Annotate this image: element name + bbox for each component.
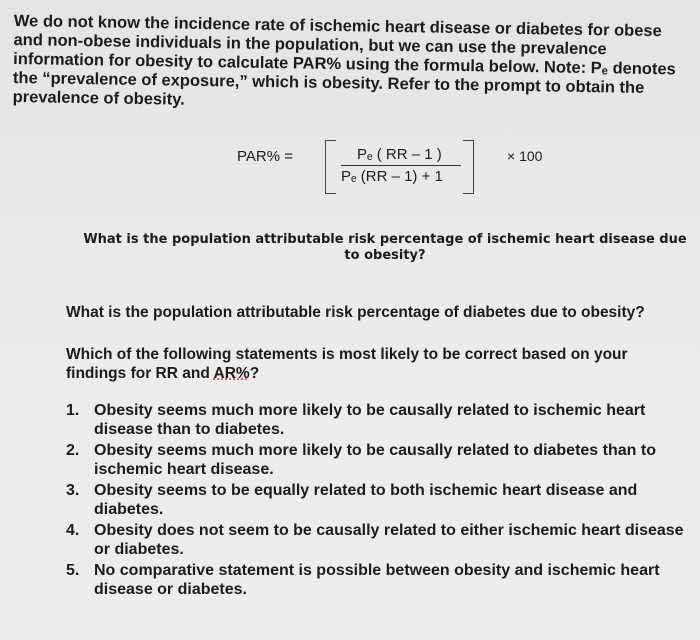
formula-right-bracket: [463, 140, 474, 194]
answer-option: [66, 441, 691, 479]
formula-left-bracket: [325, 140, 336, 194]
option-number: 5.: [66, 562, 80, 579]
answer-option: [66, 481, 691, 519]
ar-percent-term: AR%: [213, 365, 250, 382]
option-text: Obesity seems to be equally related to both ischemic heart disease and diabetes.: [94, 482, 638, 518]
answer-option: [66, 561, 691, 599]
option-number: 1.: [66, 402, 80, 419]
option-number: 3.: [66, 482, 80, 499]
option-text: Obesity seems much more likely to be causally related to diabetes than to ischemic heart disease.: [94, 442, 656, 478]
intro-paragraph: We do not know the incidence rate of ischemic heart disease or diabetes for obese and non-obese individuals in the population, but we can use the prevalence information for obesity to calculate PAR% using the formula below. Note: Pₑ denotes the “prevalence of exposure,” which is obesity. Refer to the prompt to obtain the prevalence of obesity.: [12, 12, 676, 109]
fraction-bar: [341, 165, 461, 166]
option-text: No comparative statement is possible between obesity and ischemic heart disease or diabetes.: [94, 562, 660, 598]
answer-options-list: [66, 401, 691, 601]
question-diabetes-par: What is the population attributable risk percentage of diabetes due to obesity?: [66, 304, 645, 321]
question-ischemic-par: What is the population attributable risk percentage of ischemic heart disease due to obesity?: [83, 232, 687, 263]
par-formula: [237, 140, 567, 202]
formula-multiplier: × 100: [507, 148, 543, 164]
question-which-statement: [66, 345, 686, 383]
option-number: 2.: [66, 442, 80, 459]
formula-denominator: Pₑ (RR – 1) + 1: [341, 168, 443, 185]
option-number: 4.: [66, 522, 80, 539]
formula-lhs: PAR% =: [237, 148, 293, 165]
question-text: Which of the following statements is most likely to be correct based on your findings for RR and: [66, 346, 628, 382]
option-text: Obesity does not seem to be causally related to either ischemic heart disease or diabetes.: [94, 522, 684, 558]
question-end: ?: [249, 365, 260, 382]
answer-option: [66, 521, 691, 559]
answer-option: [66, 401, 691, 439]
formula-numerator: Pₑ ( RR – 1 ): [357, 146, 442, 163]
option-text: Obesity seems much more likely to be causally related to ischemic heart disease than to diabetes.: [94, 402, 646, 438]
